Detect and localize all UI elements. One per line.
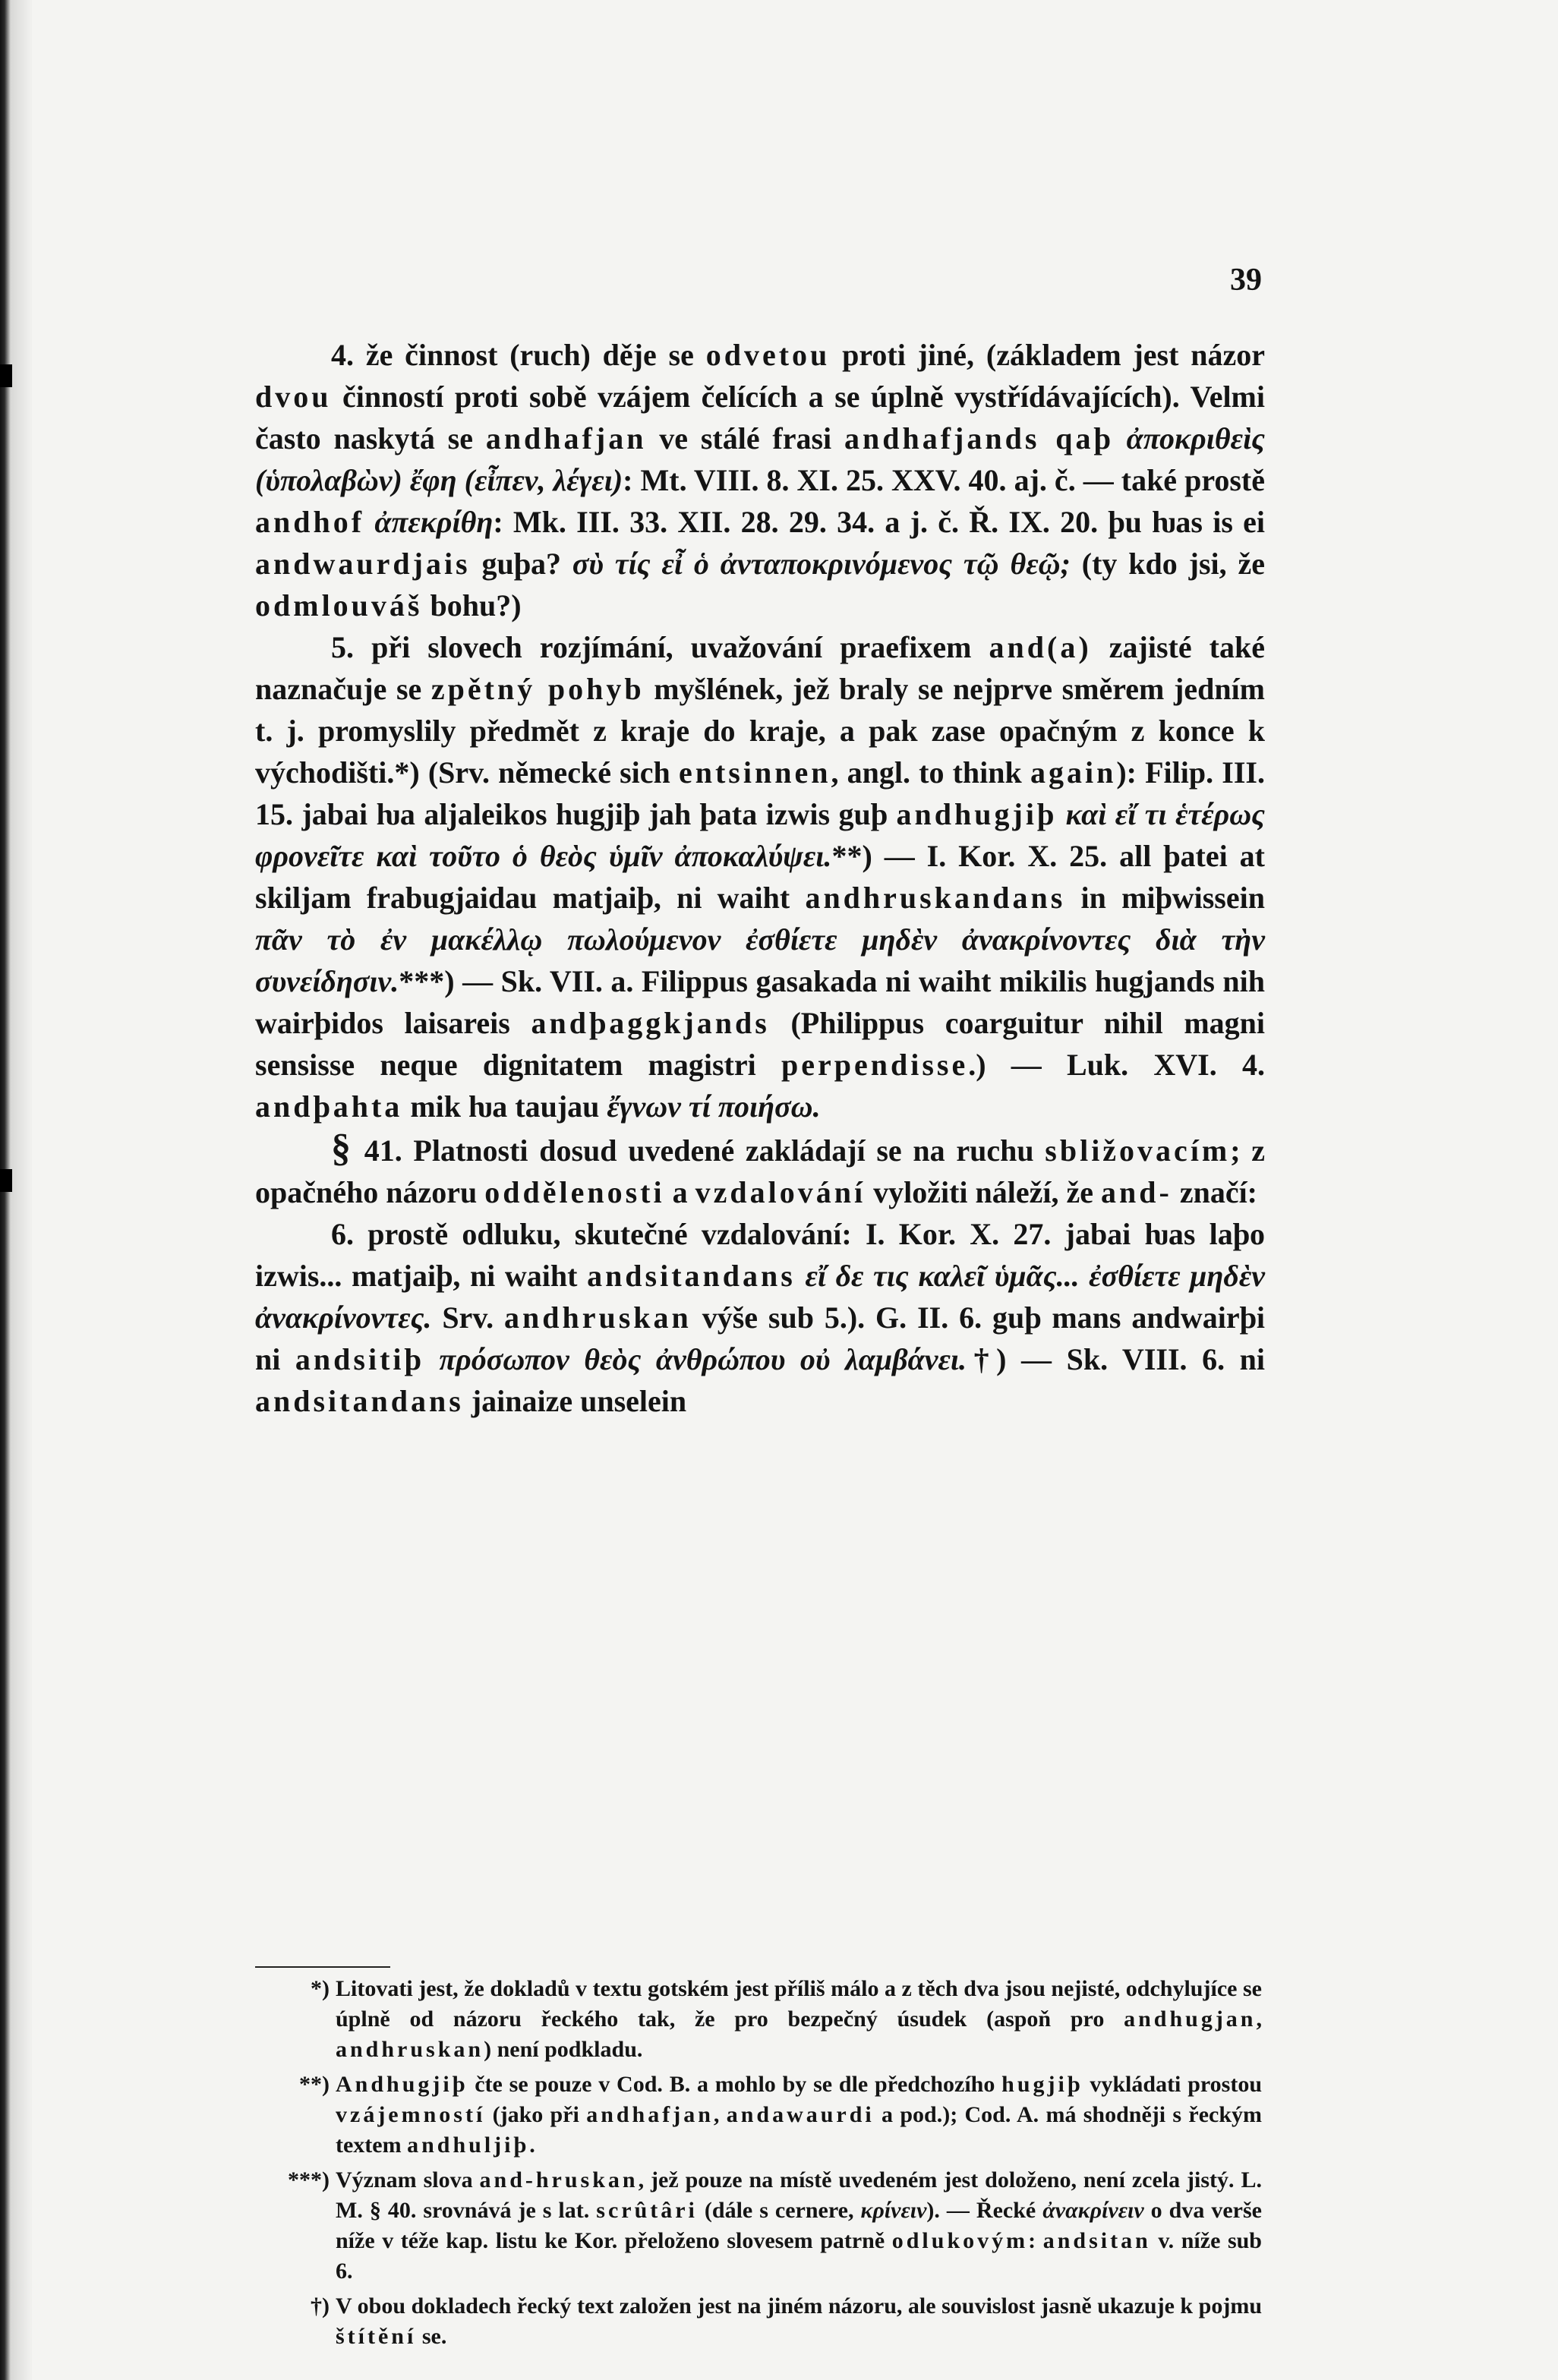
text-run: bohu?): [422, 588, 522, 623]
greek-text: εἴ δε τις καλεῖ ὑμᾶς... ἐσθίετε μηδὲν ἀνακρίνοντες.: [255, 1259, 1266, 1335]
footnote: [282, 1974, 1262, 2065]
text-run: o dva verše níže v téže kap. listu ke Kor. přeloženo slovesem patrně: [336, 2198, 1262, 2253]
text-run: : Mk. III. 33. XII. 28. 29. 34. a j. č. Ř. IX. 20. þu ƕas is ei: [493, 505, 1266, 539]
spaced-term: and-: [1101, 1175, 1172, 1209]
text-run: činností proti sobě vzájem čelících a se úplně vystřídávajících). Velmi často naskytá se: [255, 380, 1265, 456]
text-run: .) — Luk. XVI. 4.: [968, 1048, 1265, 1082]
paragraph: [255, 1213, 1265, 1422]
greek-text: καὶ εἴ τι ἑτέρως φρονεῖτε καὶ τοῦτο ὁ θεὸς ὑμῖν ἀποκαλύψει.: [255, 797, 1266, 873]
spaced-term: andhafjands qaþ: [844, 421, 1114, 456]
paragraph: [255, 1127, 1265, 1213]
text-run: [1057, 797, 1065, 831]
text-run: v. níže sub 6.: [336, 2228, 1262, 2284]
spaced-term: andhof: [255, 505, 365, 539]
spaced-term: andhugjiþ: [896, 797, 1058, 831]
text-run: : Mt. VIII. 8. XI. 25. XXV. 40. aj. č. — také prostě: [623, 463, 1266, 497]
spaced-term: hugjiþ: [1001, 2072, 1083, 2097]
footnote-mark: †): [311, 2293, 330, 2319]
text-run: výše sub 5.). G. II. 6. guþ mans andwairþi ni: [255, 1300, 1265, 1376]
footnote-mark: *): [311, 1976, 330, 2001]
text-run: 5. při slovech rozjímání, uvažování praefixem: [331, 630, 989, 664]
main-text: [255, 334, 1265, 1422]
footnote: [282, 2291, 1262, 2352]
text-run: ***) — Sk. VII. a. Filippus gasakada ni waiht mikilis hugjands nih wairþidos laisareis: [255, 964, 1265, 1040]
text-run: , angl. to think: [831, 755, 1030, 790]
text-run: , jež pouze na místě uvedeném jest doloženo, není zcela jistý. L. M. § 40. srovnává je s lat.: [336, 2167, 1262, 2223]
greek-text: ἀνακρίνειν: [1042, 2198, 1144, 2223]
footnote: [282, 2165, 1262, 2287]
page-number: 39: [1230, 263, 1262, 298]
text-run: ,: [1256, 2006, 1262, 2032]
spaced-term: and(a): [989, 630, 1092, 664]
text-run: [1114, 421, 1127, 456]
scan-edge: [0, 0, 32, 2380]
footnote: [282, 2069, 1262, 2161]
spaced-term: dvou: [255, 380, 332, 414]
text-run: 4. že činnost (ruch) děje se: [331, 338, 706, 372]
text-run: †) — Sk. VIII. 6. ni: [967, 1342, 1265, 1376]
spaced-term: odlukovým: [891, 2228, 1029, 2253]
spaced-term: andsitandans: [587, 1259, 796, 1293]
spaced-term: andþaggkjands: [531, 1006, 770, 1040]
text-run: vykládati prostou: [1083, 2072, 1263, 2097]
edge-mark: [0, 1169, 12, 1192]
text-run: **) — I. Kor. X. 25. all þatei at skiljam frabugjaidau matjaiþ, ni waiht: [255, 839, 1266, 915]
spaced-term: zpětný pohyb: [430, 672, 645, 706]
text-run: Litovati jest, že dokladů v textu gotském jest příliš málo a z těch dva jsou nejisté, odchylujíce se úplně od názoru řeckého tak, že pro bezpečný úsudek (aspoň pro: [336, 1976, 1262, 2032]
spaced-term: andsitan: [1042, 2228, 1151, 2253]
greek-text: σὺ τίς εἶ ὁ ἀνταποκρινόμενος τῷ θεῷ;: [572, 547, 1071, 581]
greek-text: ἀπεκρίθη: [374, 505, 494, 539]
text-run: 41. Platnosti dosud uvedené zakládají se na ruchu: [364, 1133, 1046, 1168]
text-run: §: [331, 1127, 364, 1170]
text-run: ,: [713, 2102, 727, 2127]
footnote-mark: ***): [288, 2167, 330, 2192]
text-run: ) není podkladu.: [484, 2037, 643, 2062]
text-run: čte se pouze v Cod. B. a mohlo by se dle předchozího: [468, 2072, 1002, 2097]
spaced-term: andwaurdjais: [255, 547, 471, 581]
spaced-term: vzájemností: [336, 2102, 486, 2127]
footnotes: [282, 1974, 1262, 2356]
spaced-term: and-hruskan: [479, 2167, 639, 2192]
text-run: myšlének, jež braly se nejprve směrem jedním t. j. promyslily předmět z kraje do kraje, a pak zase opačným z konce k východišti.*) (Srv. německé sich: [255, 672, 1266, 790]
text-run: mik ƕa taujau: [402, 1089, 607, 1124]
text-run: vyložiti náleží, že: [866, 1175, 1101, 1209]
text-run: (Philippus coarguitur nihil magni sensisse neque dignitatem magistri: [255, 1006, 1266, 1082]
spaced-term: again: [1030, 755, 1117, 790]
greek-text: ἀποκριθεὶς (ὑπολαβὼν) ἔφη (εἶπεν, λέγει): [255, 421, 1266, 497]
spaced-term: andþahta: [255, 1089, 403, 1124]
greek-text: κρίνειν: [860, 2198, 927, 2223]
spaced-term: andhruskan: [504, 1300, 692, 1335]
text-run: (dále s cernere,: [697, 2198, 861, 2223]
spaced-term: andsitandans: [255, 1384, 464, 1418]
spaced-term: andsitiþ: [295, 1342, 424, 1376]
spaced-term: andhruskandans: [805, 881, 1066, 915]
spaced-term: odvetou: [705, 338, 831, 372]
spaced-term: scrûtâri: [596, 2198, 698, 2223]
text-run: [424, 1342, 440, 1376]
spaced-term: andawaurdi: [726, 2102, 875, 2127]
text-run: ve stálé frasi: [646, 421, 844, 456]
spaced-term: andhuljiþ: [407, 2133, 530, 2158]
spaced-term: sbližovacím: [1045, 1133, 1231, 1168]
spaced-term: perpendisse: [781, 1048, 969, 1082]
spaced-term: vzdalování: [695, 1175, 866, 1209]
text-run: 6. prostě odluku, skutečné vzdalování: I. Kor. X. 27. jabai ƕas laþo izwis... matjaiþ, ni waiht: [255, 1217, 1265, 1293]
text-run: značí:: [1172, 1175, 1257, 1209]
greek-text: ἔγνων τί ποιήσω.: [607, 1089, 821, 1124]
greek-text: πρόσωπον θεὸς ἀνθρώπου οὐ λαμβάνει.: [439, 1342, 967, 1376]
spaced-term: andhafjan: [586, 2102, 714, 2127]
text-run: .: [529, 2133, 535, 2158]
text-run: zajisté také naznačuje se: [255, 630, 1265, 706]
footnote-mark: **): [299, 2072, 330, 2097]
text-run: guþa?: [470, 547, 572, 581]
spaced-term: štítění: [336, 2324, 417, 2349]
footnote-rule: [255, 1966, 390, 1968]
greek-text: πᾶν τὸ ἐν μακέλλῳ πωλούμενον ἐσθίετε μηδὲν ἀνακρίνοντες διὰ τὴν συνείδησιν.: [255, 922, 1265, 998]
text-run: a: [664, 1175, 695, 1209]
spaced-term: oddělenosti: [484, 1175, 665, 1209]
spaced-term: andhafjan: [485, 421, 647, 456]
spaced-term: Andhugjiþ: [336, 2072, 468, 2097]
text-run: ): Filip. III. 15. jabai ƕa aljaleikos hugjiþ jah þata izwis guþ: [255, 755, 1265, 831]
text-run: in miþwissein: [1065, 881, 1265, 915]
text-run: Srv.: [431, 1300, 504, 1335]
text-run: jainaize unselein: [463, 1384, 687, 1418]
edge-mark: [0, 364, 12, 387]
spaced-term: entsinnen: [678, 755, 831, 790]
text-run: :: [1028, 2228, 1043, 2253]
text-run: ; z opačného názoru: [255, 1133, 1266, 1209]
paragraph: [255, 626, 1265, 1127]
text-run: [364, 505, 374, 539]
spaced-term: odmlouváš: [255, 588, 423, 623]
paragraph: [255, 334, 1265, 626]
spaced-term: andhugjan: [1124, 2006, 1257, 2032]
text-run: se.: [416, 2324, 447, 2349]
text-run: [796, 1259, 806, 1293]
text-run: Význam slova: [336, 2167, 480, 2192]
text-run: a pod.); Cod. A. má shodněji s řeckým textem: [336, 2102, 1262, 2158]
spaced-term: andhruskan: [336, 2037, 484, 2062]
text-run: ). — Řecké: [926, 2198, 1043, 2223]
text-run: V obou dokladech řecký text založen jest na jiném názoru, ale souvislost jasně ukazuje k pojmu: [336, 2293, 1262, 2319]
text-run: proti jiné, (základem jest názor: [830, 338, 1265, 372]
text-run: (ty kdo jsi, že: [1070, 547, 1265, 581]
text-run: (jako při: [485, 2102, 587, 2127]
